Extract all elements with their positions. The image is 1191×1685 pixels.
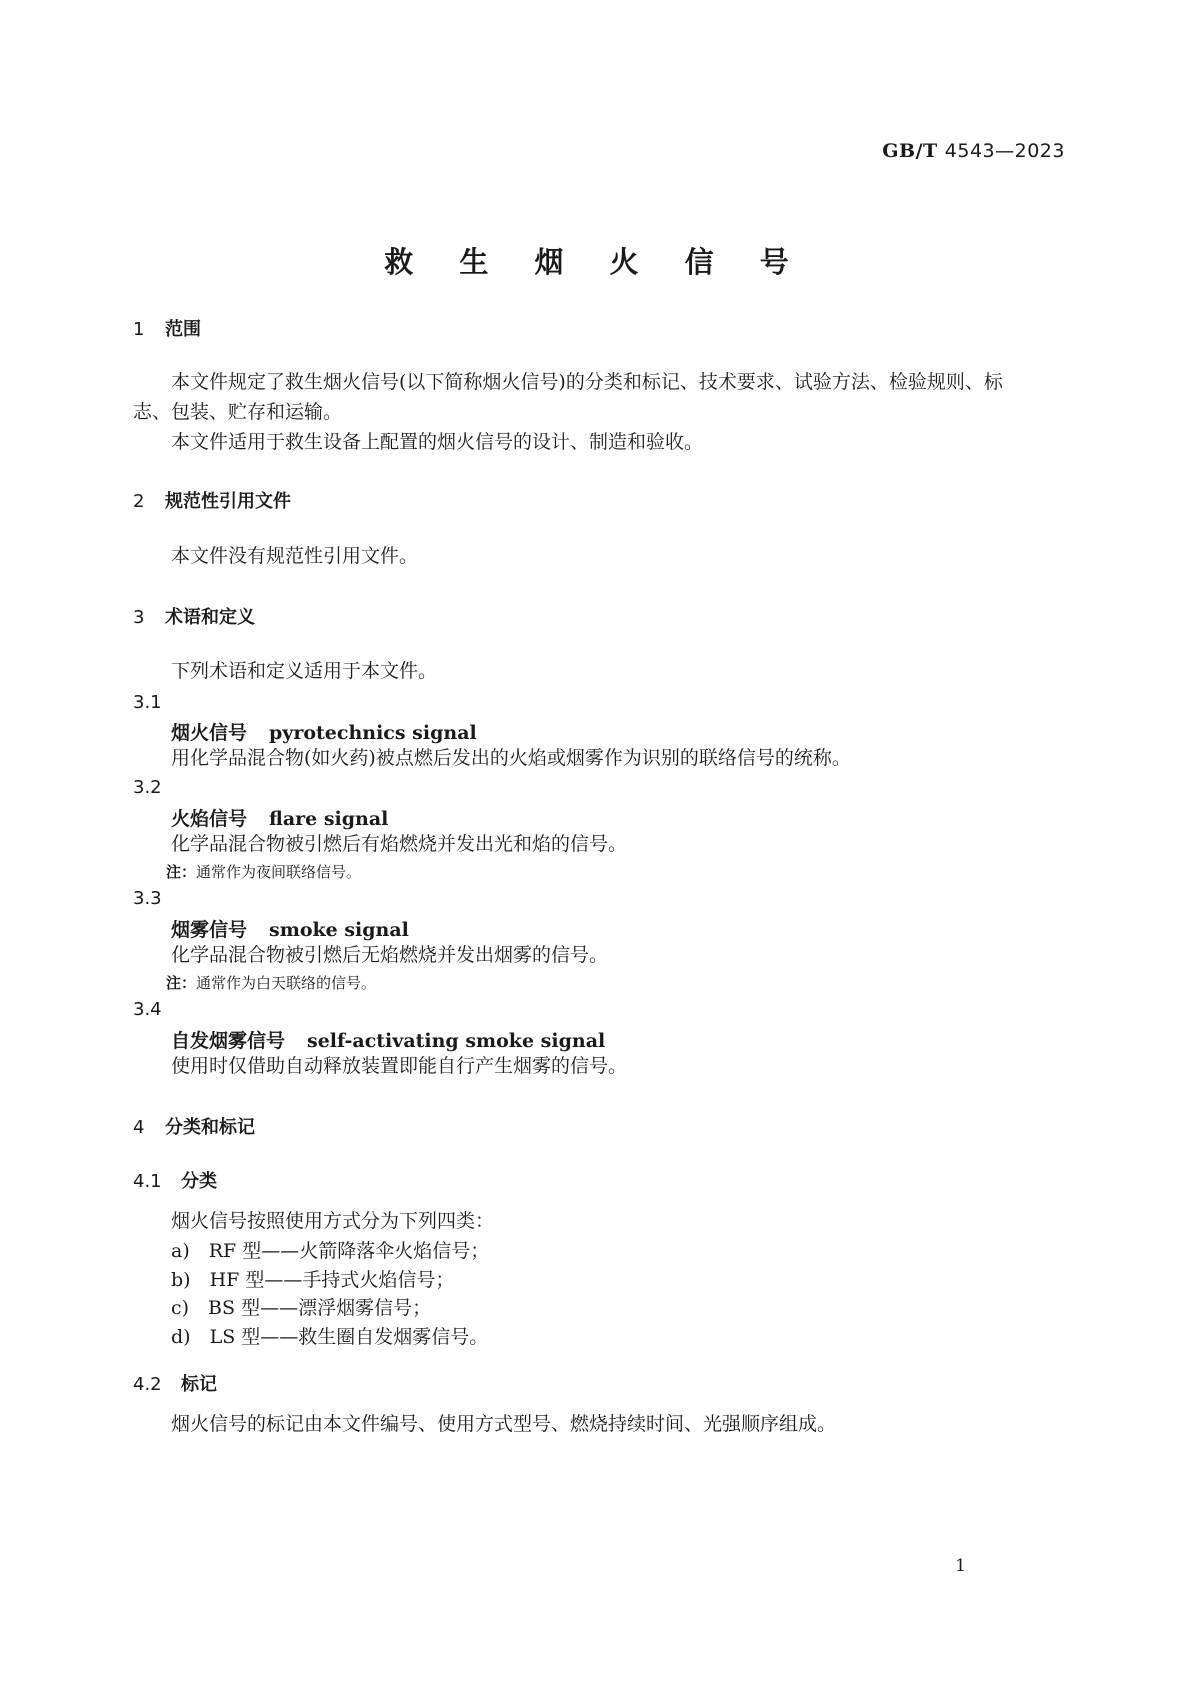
- s2-paragraph-1: 本文件没有规范性引用文件。: [171, 545, 419, 567]
- subsection-number: 4.1: [133, 1171, 162, 1192]
- list-item: c) BS 型——漂浮烟雾信号；: [171, 1297, 432, 1319]
- section-4-heading: [133, 1113, 255, 1139]
- section-title: 规范性引用文件: [165, 491, 291, 512]
- list-item: b) HF 型——手持式火焰信号；: [171, 1269, 455, 1291]
- subsection-title: 标记: [181, 1374, 217, 1395]
- subsection-title: 分类: [181, 1171, 217, 1192]
- standard-prefix: GB/T: [882, 140, 938, 162]
- standard-number: 4543—2023: [944, 140, 1065, 162]
- term-heading: [171, 915, 409, 942]
- term-definition: 化学品混合物被引燃后有焰燃烧并发出光和焰的信号。: [171, 833, 628, 855]
- term-definition: 化学品混合物被引燃后无焰燃烧并发出烟雾的信号。: [171, 944, 609, 966]
- term-note: [166, 861, 361, 882]
- s3-intro: 下列术语和定义适用于本文件。: [171, 660, 438, 682]
- subsection-4-1-heading: [133, 1167, 217, 1193]
- term-en: flare signal: [269, 808, 389, 830]
- term-zh: 烟雾信号: [171, 919, 248, 941]
- term-en: pyrotechnics signal: [269, 722, 477, 744]
- term-en: smoke signal: [269, 919, 409, 941]
- subsection-number: 4.2: [133, 1374, 162, 1395]
- s1-paragraph-1-line-2: 志、包装、贮存和运输。: [133, 401, 343, 423]
- term-note: [166, 972, 376, 993]
- term-heading: [171, 804, 388, 831]
- subsection-4-2-heading: [133, 1370, 217, 1396]
- term-number: 3.2: [133, 777, 162, 798]
- note-text: 通常作为白天联络的信号。: [196, 974, 377, 992]
- section-2-heading: [133, 487, 291, 513]
- term-en: self-activating smoke signal: [307, 1030, 606, 1052]
- term-zh: 火焰信号: [171, 808, 248, 830]
- list-item: a) RF 型——火箭降落伞火焰信号；: [171, 1240, 490, 1262]
- term-heading: [171, 1026, 605, 1053]
- standard-code: [882, 140, 1065, 162]
- term-zh: 自发烟雾信号: [171, 1030, 286, 1052]
- section-number: 4: [133, 1117, 145, 1138]
- note-text: 通常作为夜间联络信号。: [196, 863, 362, 881]
- s42-paragraph-1: 烟火信号的标记由本文件编号、使用方式型号、燃烧持续时间、光强顺序组成。: [171, 1413, 837, 1435]
- section-number: 3: [133, 607, 145, 628]
- section-title: 术语和定义: [165, 607, 255, 628]
- s41-intro: 烟火信号按照使用方式分为下列四类：: [171, 1210, 495, 1232]
- term-number: 3.3: [133, 888, 162, 909]
- term-number: 3.4: [133, 999, 162, 1020]
- term-zh: 烟火信号: [171, 722, 248, 744]
- page-number: 1: [955, 1556, 966, 1576]
- term-definition: 使用时仅借助自动释放装置即能自行产生烟雾的信号。: [171, 1055, 628, 1077]
- section-title: 范围: [165, 319, 201, 340]
- note-label: 注：: [166, 863, 197, 881]
- section-number: 2: [133, 491, 145, 512]
- note-label: 注：: [166, 974, 197, 992]
- s1-paragraph-2: 本文件适用于救生设备上配置的烟火信号的设计、制造和验收。: [171, 431, 704, 453]
- document-title: 救 生 烟 火 信 号: [384, 245, 807, 279]
- list-item: d) LS 型——救生圈自发烟雾信号。: [171, 1326, 489, 1348]
- section-1-heading: [133, 315, 201, 341]
- section-3-heading: [133, 603, 255, 629]
- term-definition: 用化学品混合物(如火药)被点燃后发出的火焰或烟雾作为识别的联络信号的统称。: [171, 747, 851, 769]
- s1-paragraph-1-line-1: 本文件规定了救生烟火信号(以下简称烟火信号)的分类和标记、技术要求、试验方法、检验规则、标: [171, 371, 1003, 393]
- term-heading: [171, 718, 477, 745]
- section-title: 分类和标记: [165, 1117, 255, 1138]
- section-number: 1: [133, 319, 145, 340]
- term-number: 3.1: [133, 692, 162, 713]
